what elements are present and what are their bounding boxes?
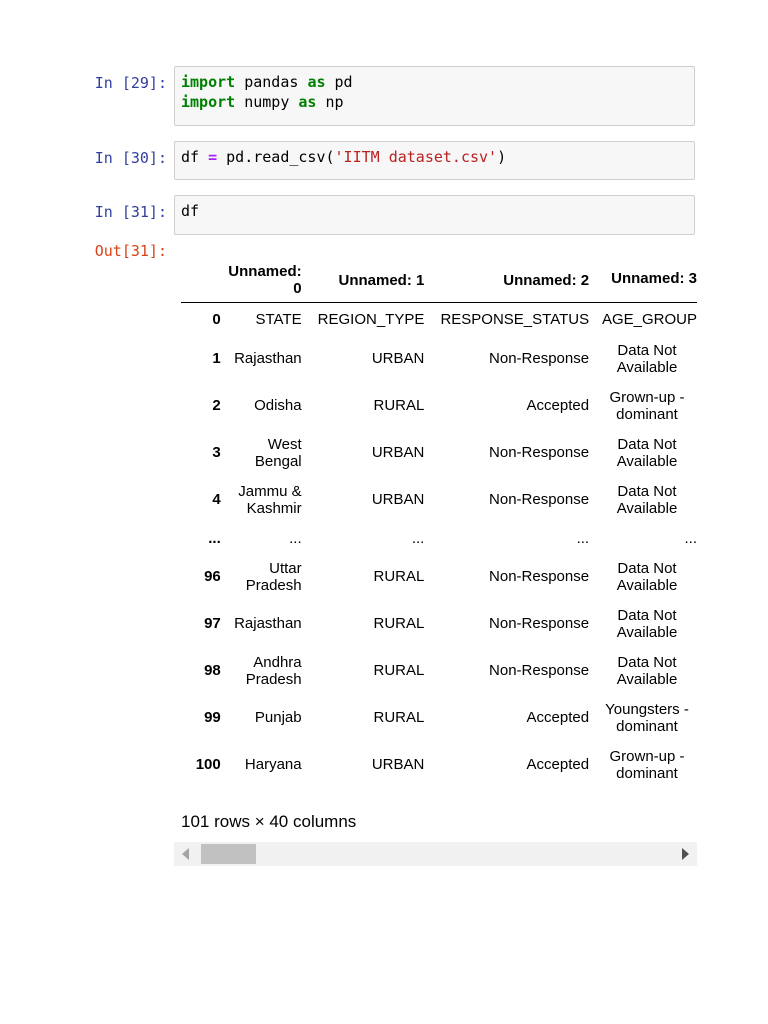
row-index: 3: [212, 444, 221, 461]
code-token: =: [208, 148, 218, 166]
table-cell: [424, 335, 589, 382]
table-cell: [302, 382, 425, 429]
table-row: [181, 429, 697, 476]
code-token: df: [181, 202, 200, 220]
table-cell: [589, 303, 697, 336]
cell-value: Rajasthan: [234, 350, 302, 367]
index-header: [181, 258, 221, 303]
cell-value: RURAL: [373, 568, 425, 585]
table-cell: [221, 553, 302, 600]
cell-value: RURAL: [373, 709, 425, 726]
code-token: import: [181, 73, 236, 91]
table-cell: [589, 382, 697, 429]
code-token: pd.read_csv(: [217, 148, 335, 166]
table-cell: [221, 303, 302, 336]
table-header-row: [181, 258, 697, 303]
table-cell: [589, 429, 697, 476]
cell-value: Rajasthan: [234, 615, 302, 632]
cell-value: RURAL: [373, 397, 425, 414]
cell-value: Odisha: [254, 397, 302, 414]
table-cell: [589, 335, 697, 382]
cell-value: Accepted: [526, 397, 590, 414]
cell-value: Uttar Pradesh: [245, 559, 302, 594]
cell-value: Non-Response: [489, 350, 590, 367]
cell-value: ...: [411, 529, 425, 547]
input-prompt-30: In [30]:: [94, 149, 167, 167]
cell-value: RESPONSE_STATUS: [440, 310, 590, 328]
table-cell: [424, 303, 589, 336]
table-cell: [221, 476, 302, 523]
code-token: as: [307, 73, 326, 91]
code-token: np: [316, 93, 344, 111]
table-cell: [221, 523, 302, 553]
cell-value: Andhra Pradesh: [245, 653, 302, 688]
table-row: [181, 382, 697, 429]
table-cell: [424, 694, 589, 741]
dataframe-table: [181, 258, 697, 788]
code-token: pandas: [235, 73, 308, 91]
cell-value: URBAN: [371, 756, 425, 773]
cell-value: Data Not Available: [616, 559, 678, 594]
cell-value: Haryana: [244, 756, 302, 773]
input-prompt-29: In [29]:: [94, 74, 167, 92]
table-cell: [589, 600, 697, 647]
code-editor[interactable]: [175, 67, 694, 117]
scroll-left-arrow-icon[interactable]: [182, 848, 189, 860]
table-cell: [302, 335, 425, 382]
cell-value: URBAN: [371, 350, 425, 367]
cell-value: Non-Response: [489, 662, 590, 679]
table-row: [181, 553, 697, 600]
code-cell-29[interactable]: [174, 66, 695, 126]
cell-value: Non-Response: [489, 491, 590, 508]
cell-value: Non-Response: [489, 568, 590, 585]
table-row: [181, 303, 697, 336]
table-cell: [424, 553, 589, 600]
table-cell: [221, 429, 302, 476]
table-cell: [302, 647, 425, 694]
table-cell: [302, 429, 425, 476]
column-header: Unnamed: 1: [338, 271, 425, 289]
cell-value: Data Not Available: [616, 435, 678, 470]
row-index: 4: [212, 491, 221, 508]
cell-value: Accepted: [526, 756, 590, 773]
code-editor[interactable]: [175, 142, 694, 172]
table-cell: [302, 694, 425, 741]
cell-value: URBAN: [371, 444, 425, 461]
row-index: ...: [208, 529, 221, 547]
table-cell: [589, 694, 697, 741]
cell-value: Non-Response: [489, 444, 590, 461]
row-index: 1: [212, 350, 221, 367]
table-cell: [302, 476, 425, 523]
table-cell: [424, 429, 589, 476]
table-cell: [424, 600, 589, 647]
row-index: 100: [195, 756, 221, 773]
table-cell: [221, 382, 302, 429]
table-cell: [424, 476, 589, 523]
table-cell: [589, 523, 697, 553]
code-cell-30[interactable]: [174, 141, 695, 180]
cell-value: Data Not Available: [616, 341, 678, 376]
row-index: 2: [212, 397, 221, 414]
table-cell: [302, 303, 425, 336]
table-row: [181, 741, 697, 788]
table-row: [181, 694, 697, 741]
scrollbar-thumb[interactable]: [201, 844, 256, 864]
row-index: 0: [212, 310, 221, 328]
row-index: 99: [204, 709, 221, 726]
table-cell: [424, 647, 589, 694]
table-cell: [424, 382, 589, 429]
cell-value: West Bengal: [254, 435, 302, 470]
code-token: import: [181, 93, 236, 111]
row-index: 96: [204, 568, 221, 585]
code-line: [181, 72, 688, 92]
scroll-right-arrow-icon[interactable]: [682, 848, 689, 860]
cell-value: STATE: [255, 310, 302, 328]
horizontal-scrollbar[interactable]: [174, 842, 697, 866]
code-token: pd: [325, 73, 353, 91]
cell-value: Grown-up - dominant: [609, 388, 685, 423]
row-index: 98: [204, 662, 221, 679]
code-token: numpy: [235, 93, 299, 111]
cell-value: ...: [684, 529, 697, 547]
table-cell: [221, 647, 302, 694]
table-cell: [221, 600, 302, 647]
table-cell: [589, 553, 697, 600]
table-cell: [302, 553, 425, 600]
cell-value: REGION_TYPE: [317, 310, 425, 328]
table-cell: [589, 647, 697, 694]
output-prompt-31: Out[31]:: [94, 242, 167, 260]
code-token: as: [298, 93, 317, 111]
cell-value: Data Not Available: [616, 482, 678, 517]
cell-value: Accepted: [526, 709, 590, 726]
table-cell: [589, 741, 697, 788]
table-cell: [302, 600, 425, 647]
cell-value: Grown-up - dominant: [609, 747, 685, 782]
column-header: Unnamed: 3: [611, 269, 697, 287]
code-editor[interactable]: [175, 196, 694, 226]
table-cell: [424, 523, 589, 553]
code-line: [181, 92, 688, 112]
cell-value: Data Not Available: [616, 606, 678, 641]
cell-value: Data Not Available: [616, 653, 678, 688]
code-cell-31[interactable]: [174, 195, 695, 235]
table-row: [181, 600, 697, 647]
code-line: [181, 147, 688, 167]
input-prompt-31: In [31]:: [94, 203, 167, 221]
column-header: Unnamed: 2: [503, 271, 590, 289]
table-cell: [221, 694, 302, 741]
table-cell: [221, 335, 302, 382]
cell-value: ...: [289, 529, 302, 547]
table-cell: [221, 741, 302, 788]
cell-value: Youngsters - dominant: [605, 700, 689, 735]
column-header: Unnamed: 0: [228, 263, 302, 297]
cell-value: AGE_GROUP: [601, 310, 697, 328]
cell-value: Punjab: [254, 709, 302, 726]
dataframe-shape-summary: 101 rows × 40 columns: [181, 812, 357, 831]
cell-value: Jammu & Kashmir: [238, 482, 302, 517]
cell-value: URBAN: [371, 491, 425, 508]
table-cell: [589, 476, 697, 523]
table-cell: [302, 741, 425, 788]
cell-value: Non-Response: [489, 615, 590, 632]
table-row: [181, 335, 697, 382]
table-cell: [302, 523, 425, 553]
cell-value: RURAL: [373, 615, 425, 632]
table-cell: [424, 741, 589, 788]
code-line: [181, 201, 688, 221]
code-token: ): [497, 148, 507, 166]
dataframe-output: [174, 258, 697, 798]
table-row: [181, 476, 697, 523]
cell-value: RURAL: [373, 662, 425, 679]
table-row: [181, 523, 697, 553]
row-index: 97: [204, 615, 221, 632]
table-row: [181, 647, 697, 694]
cell-value: ...: [576, 529, 590, 547]
code-token: df: [181, 148, 209, 166]
code-token: 'IITM dataset.csv': [334, 148, 498, 166]
